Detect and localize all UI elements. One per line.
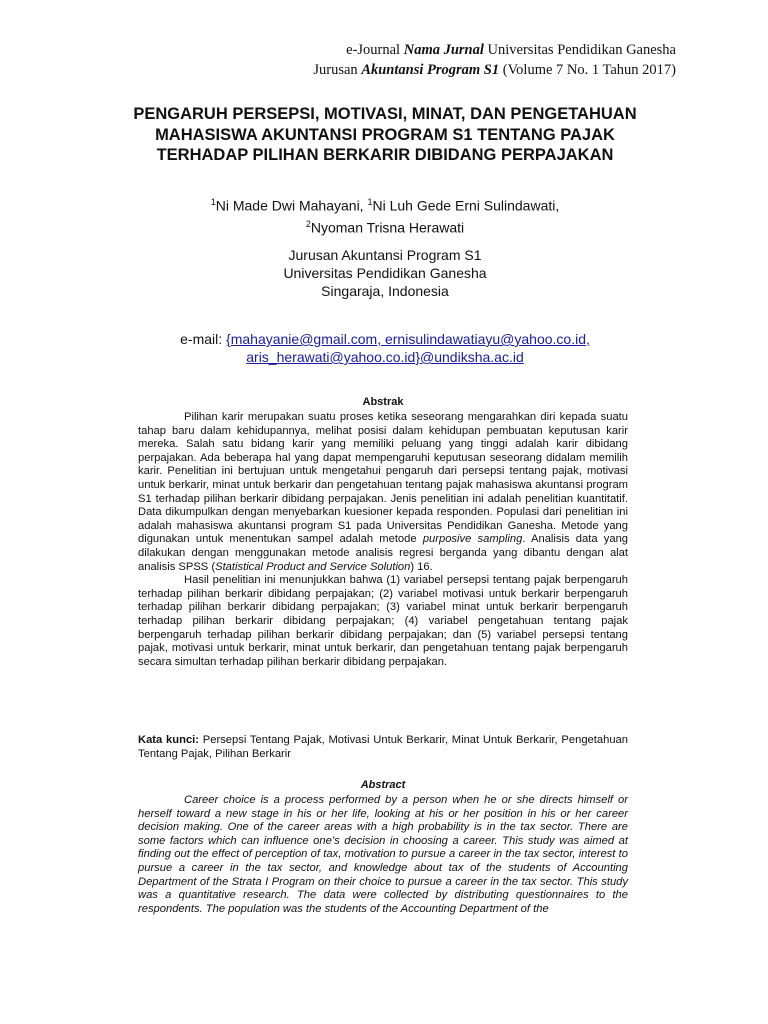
affiliation: Jurusan Akuntansi Program S1 Universitas Pendidikan Ganesha Singaraja, Indonesia bbox=[283, 247, 487, 299]
abstract-body bbox=[138, 794, 628, 916]
journal-header-line-1: e-Journal Nama Jurnal Universitas Pendidikan Ganesha bbox=[346, 42, 676, 58]
email-link-2[interactable]: aris_herawati@yahoo.co.id}@undiksha.ac.id bbox=[246, 349, 524, 365]
abstrak-heading: Abstrak bbox=[362, 396, 404, 408]
author-list: $^1$Ni Made Dwi Mahayani, $^1$Ni Luh Gede Erni Sulindawati, $^2$Nyoman Trisna Herawati bbox=[210, 197, 560, 236]
email-block: e-mail: {mahayanie@gmail.com, ernisulindawatiayu@yahoo.co.id, aris_herawati@yahoo.co.id}@undiksha.ac.id bbox=[180, 331, 590, 365]
abstrak-paragraph-1: Pilihan karir merupakan suatu proses ketika seseorang mengarahkan diri kepada suatu tahap baru dalam kehidupannya, melihat posisi dalam kehidupan pembuatan keputusan karir mereka. Salah satu bidang karir yang memiliki peluang yang tinggi adalah karir dibidang perpajakan. Ada beberapa hal yang dapat mempengaruhi keputusan seseorang didalam memilih karir. Penelitian ini bertujuan untuk mengetahui pengaruh dari persepsi tentang pajak, motivasi untuk berkarir, minat untuk berkarir dan pengetahuan tentang pajak mahasiswa akuntansi program S1 terhadap pilihan berkarir dibidang perpajakan. Jenis penelitian ini adalah penelitian kuantitatif. Data dikumpulkan dengan menyebarkan kuesioner kepada responden. Populasi dari penelitian ini adalah mahasiswa akuntansi program S1 pada Universitas Pendidikan Ganesha. Metode yang digunakan untuk menentukan sampel adalah metode purposive sampling. Analisis data yang dilakukan dengan menggunakan metode analisis regresi berganda yang dibantu dengan alat analisis SPSS (Statistical Product and Service Solution) 16. bbox=[138, 411, 629, 573]
abstrak-paragraph-2: Hasil penelitian ini menunjukkan bahwa (1) variabel persepsi tentang pajak berpengaruh terhadap pilihan berkarir dibidang perpajakan; (2) variabel motivasi untuk berkarir berpengaruh terhadap pilihan berkarir dibidang perpajakan; (3) variabel minat untuk berkarir berpengaruh terhadap pilihan berkarir dibidang perpajakan; (4) variabel pengetahuan tentang pajak berpengaruh terhadap pilihan berkarir dibidang perpajakan; dan (5) variabel persepsi tentang pajak, motivasi untuk berkarir, minat untuk berkarir, dan pengetahuan tentang pajak berpengaruh secara simultan terhadap pilihan berkarir dibidang perpajakan. bbox=[138, 574, 628, 668]
abstract-heading: Abstract bbox=[360, 779, 406, 791]
abstract-paragraph-1: Career choice is a process performed by a person when he or she directs himself or herself toward a new stage in his or her life, looking at his or her position in his or her career decision making. One of the career areas with a high probability is in the tax sector. There are some factors which can influence one’s decision in choosing a career. This study was aimed at finding out the effect of perception of tax, motivation to pursue a career in the tax sector, interest to pursue a career in the tax sector, and knowledge about tax of the students of Accounting Department of the Strata I Program on their choice to pursue a career in the tax sector. This study was a quantitative research. The data were collected by distributing questionnaires to the respondents. The population was the students of the Accounting Department of the bbox=[138, 794, 628, 915]
abstrak-body bbox=[138, 411, 628, 669]
keywords: Kata kunci: Persepsi Tentang Pajak, Motivasi Untuk Berkarir, Minat Untuk Berkarir, Pengetahuan Tentang Pajak, Pilihan Berkarir bbox=[138, 734, 628, 760]
journal-header bbox=[313, 40, 676, 80]
email-link-1[interactable]: {mahayanie@gmail.com, ernisulindawatiayu@yahoo.co.id, bbox=[226, 331, 590, 347]
paper-title: PENGARUH PERSEPSI, MOTIVASI, MINAT, DAN PENGETAHUAN MAHASISWA AKUNTANSI PROGRAM S1 TENTANG PAJAK TERHADAP PILIHAN BERKARIR DIBIDANG PERPAJAKAN bbox=[133, 105, 637, 164]
journal-header-line-2: Jurusan Akuntansi Program S1 (Volume 7 No. 1 Tahun 2017) bbox=[313, 62, 676, 78]
